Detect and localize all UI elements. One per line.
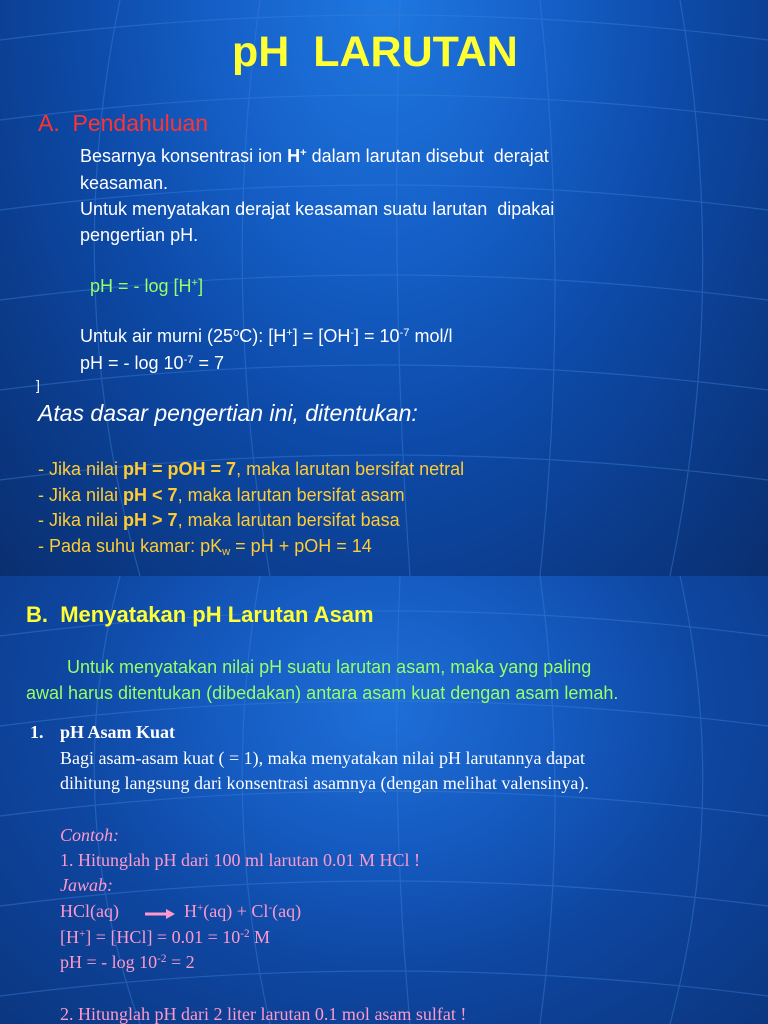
- slide-2: [0, 576, 768, 1024]
- pkw-text-a: - Pada suhu kamar: pK: [38, 536, 223, 556]
- reaction-left: HCl(aq): [60, 901, 119, 921]
- formula-text-a: pH = - log [H: [90, 276, 192, 296]
- air-text-b: C): [H: [239, 326, 287, 346]
- jawab-label: Jawab:: [60, 875, 113, 895]
- rule-netral: [38, 459, 464, 480]
- h-symbol: H: [287, 146, 301, 166]
- conc-text-a: [H: [60, 927, 79, 947]
- intro-text-a: Besarnya konsentrasi ion: [80, 146, 288, 166]
- intro-line-4: pengertian pH.: [80, 225, 199, 245]
- intro-b-line-1: Untuk menyatakan nilai pH suatu larutan asam, maka yang paling: [67, 657, 592, 677]
- rule-basa-post: , maka larutan bersifat basa: [177, 510, 400, 530]
- item-number: 1.: [30, 722, 44, 742]
- rx-text-2: (aq) + Cl: [203, 901, 269, 921]
- slide-title: pH LARUTAN: [232, 28, 518, 76]
- rule-basa-bold: pH > 7: [123, 510, 178, 530]
- ph2-sup: -2: [157, 952, 167, 965]
- conc-sup: +: [79, 927, 86, 940]
- question-1: 1. Hitunglah pH dari 100 ml larutan 0.01 M HCl !: [60, 850, 420, 870]
- reaction-right: [184, 901, 301, 922]
- conc-text-b: ] = [HCl] = 0.01 = 10: [85, 927, 241, 947]
- formula-sup: +: [191, 276, 199, 289]
- air-text-e: mol/l: [409, 326, 453, 346]
- conc-sup-2: -2: [240, 927, 250, 940]
- reaction-arrow-icon: [144, 908, 176, 920]
- air-sup-1: +: [286, 326, 293, 339]
- formula-text-b: ]: [198, 276, 204, 296]
- rule-netral-bold: pH = pOH = 7: [123, 459, 237, 479]
- pure-water-line: [80, 326, 453, 347]
- rule-asam: [38, 485, 405, 506]
- pkw-sub: w: [222, 545, 231, 558]
- rule-netral-pre: - Jika nilai: [38, 459, 124, 479]
- rx-text-3: (aq): [272, 901, 302, 921]
- stray-bracket: ]: [36, 377, 40, 393]
- section-a-heading: A. Pendahuluan: [38, 110, 209, 136]
- rule-asam-pre: - Jika nilai: [38, 485, 124, 505]
- ph-sup: -7: [183, 353, 194, 366]
- ph-result-line: [60, 952, 195, 973]
- ph-text-b: = 7: [193, 353, 225, 373]
- ph2-text-b: = 2: [166, 952, 195, 972]
- rx-sup-2: -: [268, 901, 273, 914]
- rule-basa-pre: - Jika nilai: [38, 510, 124, 530]
- contoh-label: Contoh:: [60, 825, 120, 845]
- ph2-text-a: pH = - log 10: [60, 952, 158, 972]
- rule-basa: [38, 510, 400, 531]
- rule-asam-post: , maka larutan bersifat asam: [177, 485, 405, 505]
- air-sup-3: -7: [399, 326, 410, 339]
- air-text-c: ] = [OH: [292, 326, 351, 346]
- section-b-heading: B. Menyatakan pH Larutan Asam: [26, 602, 374, 627]
- h-ion: [287, 146, 307, 166]
- concentration-line: [60, 927, 270, 948]
- item-line-2: dihitung langsung dari konsentrasi asamnya (dengan melihat valensinya).: [60, 773, 589, 793]
- intro-text-b: dalam larutan disebut derajat: [306, 146, 549, 166]
- intro-line-2: keasaman.: [80, 173, 169, 193]
- ph-text-a: pH = - log 10: [80, 353, 184, 373]
- atas-dasar-heading: Atas dasar pengertian ini, ditentukan:: [38, 400, 418, 426]
- item-title: pH Asam Kuat: [60, 722, 176, 742]
- ph-formula: [90, 276, 203, 297]
- air-text-a: Untuk air murni (25: [80, 326, 234, 346]
- rule-netral-post: , maka larutan bersifat netral: [236, 459, 465, 479]
- air-text-d: ] = 10: [354, 326, 400, 346]
- intro-line-3: Untuk menyatakan derajat keasaman suatu larutan dipakai: [80, 199, 555, 219]
- degree-symbol: o: [233, 326, 240, 339]
- intro-line-1: [80, 146, 549, 167]
- air-sup-2: -: [350, 326, 355, 339]
- rule-asam-bold: pH < 7: [123, 485, 178, 505]
- rule-pkw: [38, 536, 372, 557]
- pkw-text-b: = pH + pOH = 14: [230, 536, 372, 556]
- question-2: 2. Hitunglah pH dari 2 liter larutan 0.1 mol asam sulfat !: [60, 1004, 467, 1024]
- ph-seven-line: [80, 353, 224, 374]
- rx-text-1: H: [184, 901, 197, 921]
- intro-b-line-2: awal harus ditentukan (dibedakan) antara asam kuat dengan asam lemah.: [26, 683, 619, 703]
- item-line-1: Bagi asam-asam kuat ( = 1), maka menyatakan nilai pH larutannya dapat: [60, 748, 585, 768]
- conc-text-c: M: [249, 927, 271, 947]
- rx-sup-1: +: [197, 901, 204, 914]
- h-charge: +: [300, 146, 307, 159]
